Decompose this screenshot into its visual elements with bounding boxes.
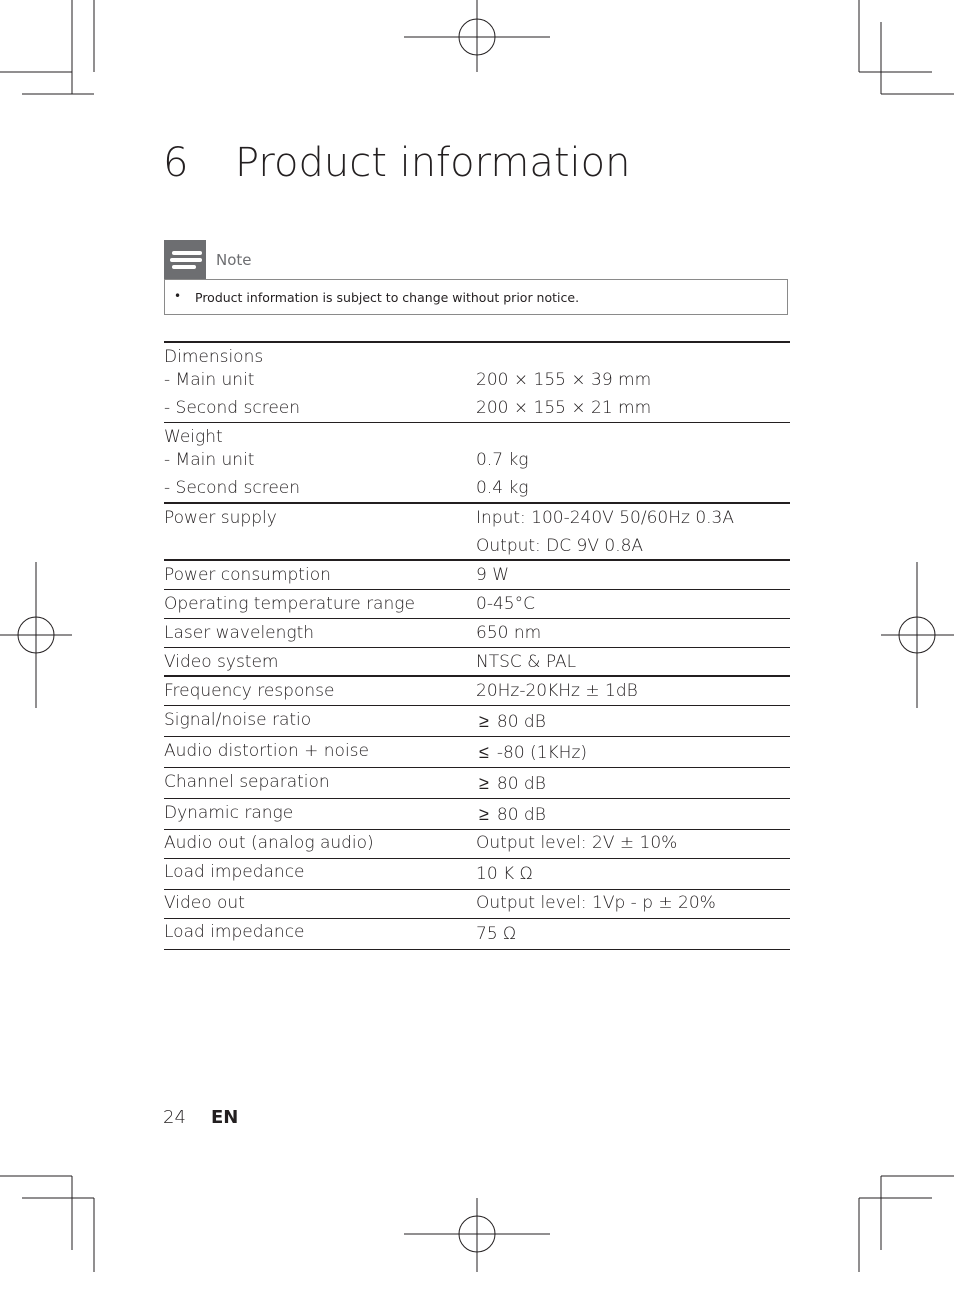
- spec-value: -80 (1KHz): [496, 743, 587, 763]
- spec-value: 650 nm: [476, 623, 542, 643]
- chapter-title: Product information: [235, 140, 631, 186]
- spec-value: 200 × 155 × 39 mm: [476, 370, 652, 390]
- spec-value: Output level: 1Vp - p ± 20%: [476, 893, 716, 913]
- table-row: [164, 648, 790, 677]
- spec-label: Load impedance: [164, 922, 305, 942]
- greater-equal-symbol: ≥: [479, 773, 489, 794]
- spec-value-group: [476, 773, 546, 794]
- note-label: Note: [216, 251, 252, 269]
- spec-value-group: [476, 711, 546, 732]
- spec-value: Output level: 2V ± 10%: [476, 833, 678, 853]
- table-row: [164, 504, 790, 561]
- spec-sublabel: - Main unit: [164, 370, 255, 390]
- spec-value: 0-45°C: [476, 594, 535, 614]
- table-row: [164, 859, 790, 890]
- specifications-table: [164, 341, 790, 950]
- spec-label: Power consumption: [164, 565, 331, 585]
- spec-sublabel: - Second screen: [164, 398, 301, 418]
- spec-value: Input: 100-240V 50/60Hz 0.3A: [476, 508, 734, 528]
- greater-equal-symbol: ≥: [479, 804, 489, 825]
- table-row: [164, 590, 790, 619]
- spec-value: 75 Ω: [476, 924, 517, 944]
- spec-value: NTSC & PAL: [476, 652, 577, 672]
- table-row: [164, 737, 790, 768]
- spec-value: 0.7 kg: [476, 450, 529, 470]
- greater-equal-symbol: ≥: [479, 711, 489, 732]
- spec-label: Audio distortion + noise: [164, 741, 369, 761]
- note-text: Product information is subject to change without prior notice.: [195, 290, 580, 305]
- spec-label: Laser wavelength: [164, 623, 315, 643]
- spec-label: Weight: [164, 427, 223, 447]
- spec-value: 9 W: [476, 565, 510, 585]
- note-icon: [164, 240, 206, 279]
- table-row: [164, 830, 790, 859]
- spec-label: Video out: [164, 893, 245, 913]
- table-row: [164, 561, 790, 590]
- spec-label: Dimensions: [164, 347, 264, 367]
- spec-label: Dynamic range: [164, 803, 294, 823]
- spec-value-group: [476, 742, 587, 763]
- spec-label: Load impedance: [164, 862, 305, 882]
- spec-label: Power supply: [164, 508, 277, 528]
- page-number: 24: [163, 1107, 186, 1128]
- chapter-number: 6: [163, 140, 189, 186]
- table-row: [164, 799, 790, 830]
- spec-value: Output: DC 9V 0.8A: [476, 536, 644, 556]
- table-row: [164, 768, 790, 799]
- bullet: •: [174, 289, 182, 303]
- note-box: [164, 279, 788, 315]
- spec-value: 20Hz-20KHz ± 1dB: [476, 681, 638, 701]
- spec-label: Operating temperature range: [164, 594, 415, 614]
- table-row: [164, 919, 790, 950]
- spec-label: Signal/noise ratio: [164, 710, 312, 730]
- table-row: [164, 343, 790, 423]
- spec-label: Frequency response: [164, 681, 335, 701]
- spec-value: 80 dB: [496, 805, 546, 825]
- spec-value: 0.4 kg: [476, 478, 529, 498]
- less-equal-symbol: ≤: [479, 742, 489, 763]
- spec-sublabel: - Second screen: [164, 478, 301, 498]
- spec-value: 80 dB: [496, 774, 546, 794]
- spec-label: Channel separation: [164, 772, 330, 792]
- page-title: [163, 140, 630, 186]
- spec-label: Video system: [164, 652, 279, 672]
- spec-sublabel: - Main unit: [164, 450, 255, 470]
- spec-value: 80 dB: [496, 712, 546, 732]
- table-row: [164, 890, 790, 919]
- table-row: [164, 706, 790, 737]
- spec-value: 200 × 155 × 21 mm: [476, 398, 652, 418]
- table-row: [164, 677, 790, 706]
- language-code: EN: [211, 1107, 239, 1128]
- table-row: [164, 423, 790, 504]
- spec-value: 10 K Ω: [476, 864, 533, 884]
- spec-label: Audio out (analog audio): [164, 833, 374, 853]
- spec-value-group: [476, 804, 546, 825]
- table-row: [164, 619, 790, 648]
